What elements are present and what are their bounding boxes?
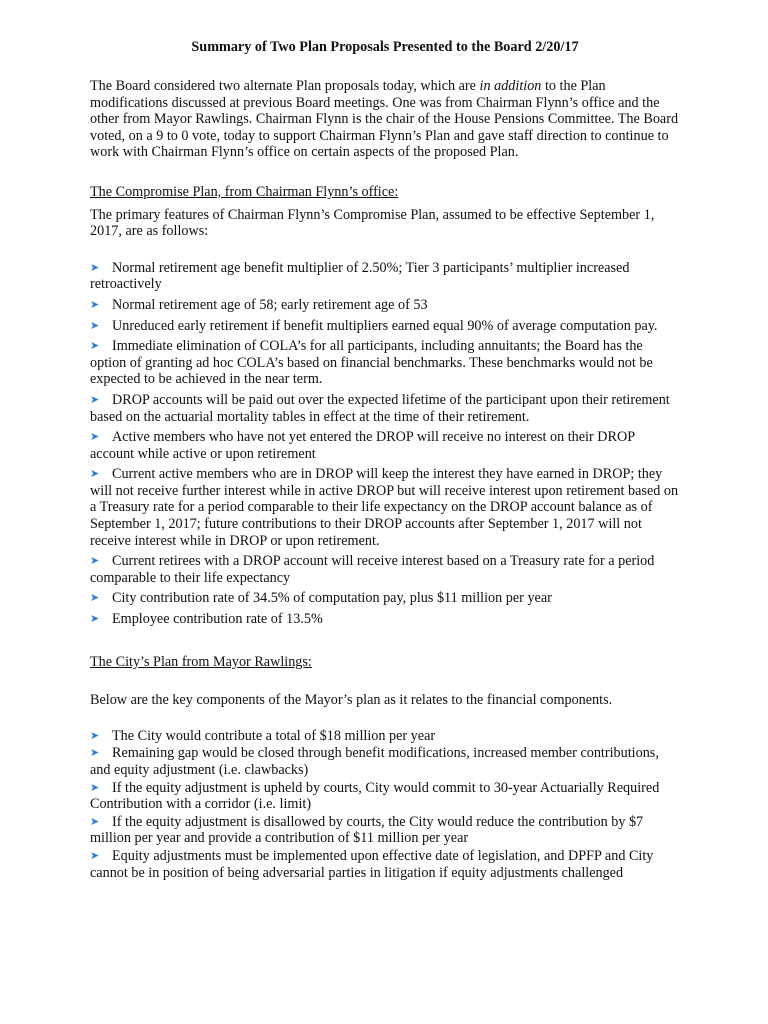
list-item [90,814,680,847]
list-item [90,780,680,813]
arrow-bullet-icon: ➤ [90,430,100,444]
city-plan-intro: Below are the key components of the Mayor’s plan as it relates to the financial components. [90,692,613,709]
list-item-text: Normal retirement age benefit multiplier of 2.50%; Tier 3 participants’ multiplier increased retroactively [90,259,630,293]
list-item-text: Unreduced early retirement if benefit multipliers earned equal 90% of average computation pay. [112,317,658,334]
arrow-bullet-icon: ➤ [90,814,100,828]
city-plan-heading: The City’s Plan from Mayor Rawlings: [90,653,312,670]
list-item-text: Equity adjustments must be implemented upon effective date of legislation, and DPFP and City cannot be in position of being adversarial parties in litigation if equity adjustments challenged [90,847,654,881]
arrow-bullet-icon: ➤ [90,339,100,353]
list-item [90,848,680,881]
arrow-bullet-icon: ➤ [90,848,100,862]
arrow-bullet-icon: ➤ [90,728,100,742]
arrow-bullet-icon: ➤ [90,392,100,406]
arrow-bullet-icon: ➤ [90,591,100,605]
compromise-plan-intro: The primary features of Chairman Flynn’s Compromise Plan, assumed to be effective September 1, 2017, are as follows: [90,206,655,240]
arrow-bullet-icon: ➤ [90,467,100,481]
arrow-bullet-icon: ➤ [90,780,100,794]
list-item-text: City contribution rate of 34.5% of computation pay, plus $11 million per year [112,590,552,607]
list-item [90,297,680,314]
arrow-bullet-icon: ➤ [90,260,100,274]
list-item [90,728,680,745]
list-item [90,745,680,778]
list-item [90,318,680,335]
intro-paragraph [90,78,680,161]
list-item-text: Remaining gap would be closed through benefit modifications, increased member contributions, and equity adjustment (i.e. clawbacks) [90,745,659,778]
list-item [90,611,680,628]
arrow-bullet-icon: ➤ [90,612,100,626]
list-item [90,553,680,586]
compromise-plan-heading: The Compromise Plan, from Chairman Flynn’s office: [90,183,399,200]
list-item-text: Active members who have not yet entered the DROP will receive no interest on their DROP account while active or upon retirement [90,429,635,462]
list-item-text: The City would contribute a total of $18 million per year [112,727,436,744]
list-item-text: Current active members who are in DROP will keep the interest they have earned in DROP; they will not receive further interest while in active DROP but will receive interest upon retirement based on a Treasury rate for a period comparable to their life expectancy on the DROP account balance as of September 1, 2017; future contributions to their DROP accounts after September 1, 2017 will not receive interest while in DROP or upon retirement. [90,466,679,549]
arrow-bullet-icon: ➤ [90,297,100,311]
intro-text-start: The Board considered two alternate Plan proposals today, which are [90,78,480,94]
arrow-bullet-icon: ➤ [90,554,100,568]
compromise-plan-list [90,260,680,628]
list-item [90,338,680,388]
list-item-text: Immediate elimination of COLA’s for all participants, including annuitants; the Board has the option of granting ad hoc COLA’s based on financial benchmarks. These benchmarks would not be expected to be achieved in the near term. [90,338,653,388]
list-item-text: If the equity adjustment is upheld by courts, City would commit to 30-year Actuarially Required Contribution with a corridor (i.e. limit) [90,779,660,813]
list-item-text: DROP accounts will be paid out over the expected lifetime of the participant upon their retirement based on the actuarial mortality tables in effect at the time of their retirement. [90,391,670,425]
city-plan-list [90,728,680,881]
arrow-bullet-icon: ➤ [90,318,100,332]
list-item-text: If the equity adjustment is disallowed by courts, the City would reduce the contribution by $7 million per year and provide a contribution of $11 million per year [90,813,644,847]
list-item [90,590,680,607]
document-title: Summary of Two Plan Proposals Presented to the Board 2/20/17 [191,39,579,55]
document-page [90,38,680,882]
list-item [90,429,680,462]
list-item [90,260,680,293]
list-item-text: Normal retirement age of 58; early retirement age of 53 [112,296,428,313]
list-item-text: Employee contribution rate of 13.5% [112,611,323,628]
list-item [90,392,680,425]
intro-text-end: to the Plan modifications discussed at previous Board meetings. One was from Chairman Flynn’s office and the other from Mayor Rawlings. Chairman Flynn is the chair of the House Pensions Committee. The Board voted, on a 9 to 0 vote, today to support Chairman Flynn’s Plan and gave staff direction to continue to work with Chairman Flynn’s office on certain aspects of the proposed Plan. [90,78,679,161]
arrow-bullet-icon: ➤ [90,746,100,760]
list-item-text: Current retirees with a DROP account will receive interest based on a Treasury rate for a period comparable to their life expectancy [90,553,655,586]
intro-emphasis: in addition [479,78,542,94]
list-item [90,466,680,549]
